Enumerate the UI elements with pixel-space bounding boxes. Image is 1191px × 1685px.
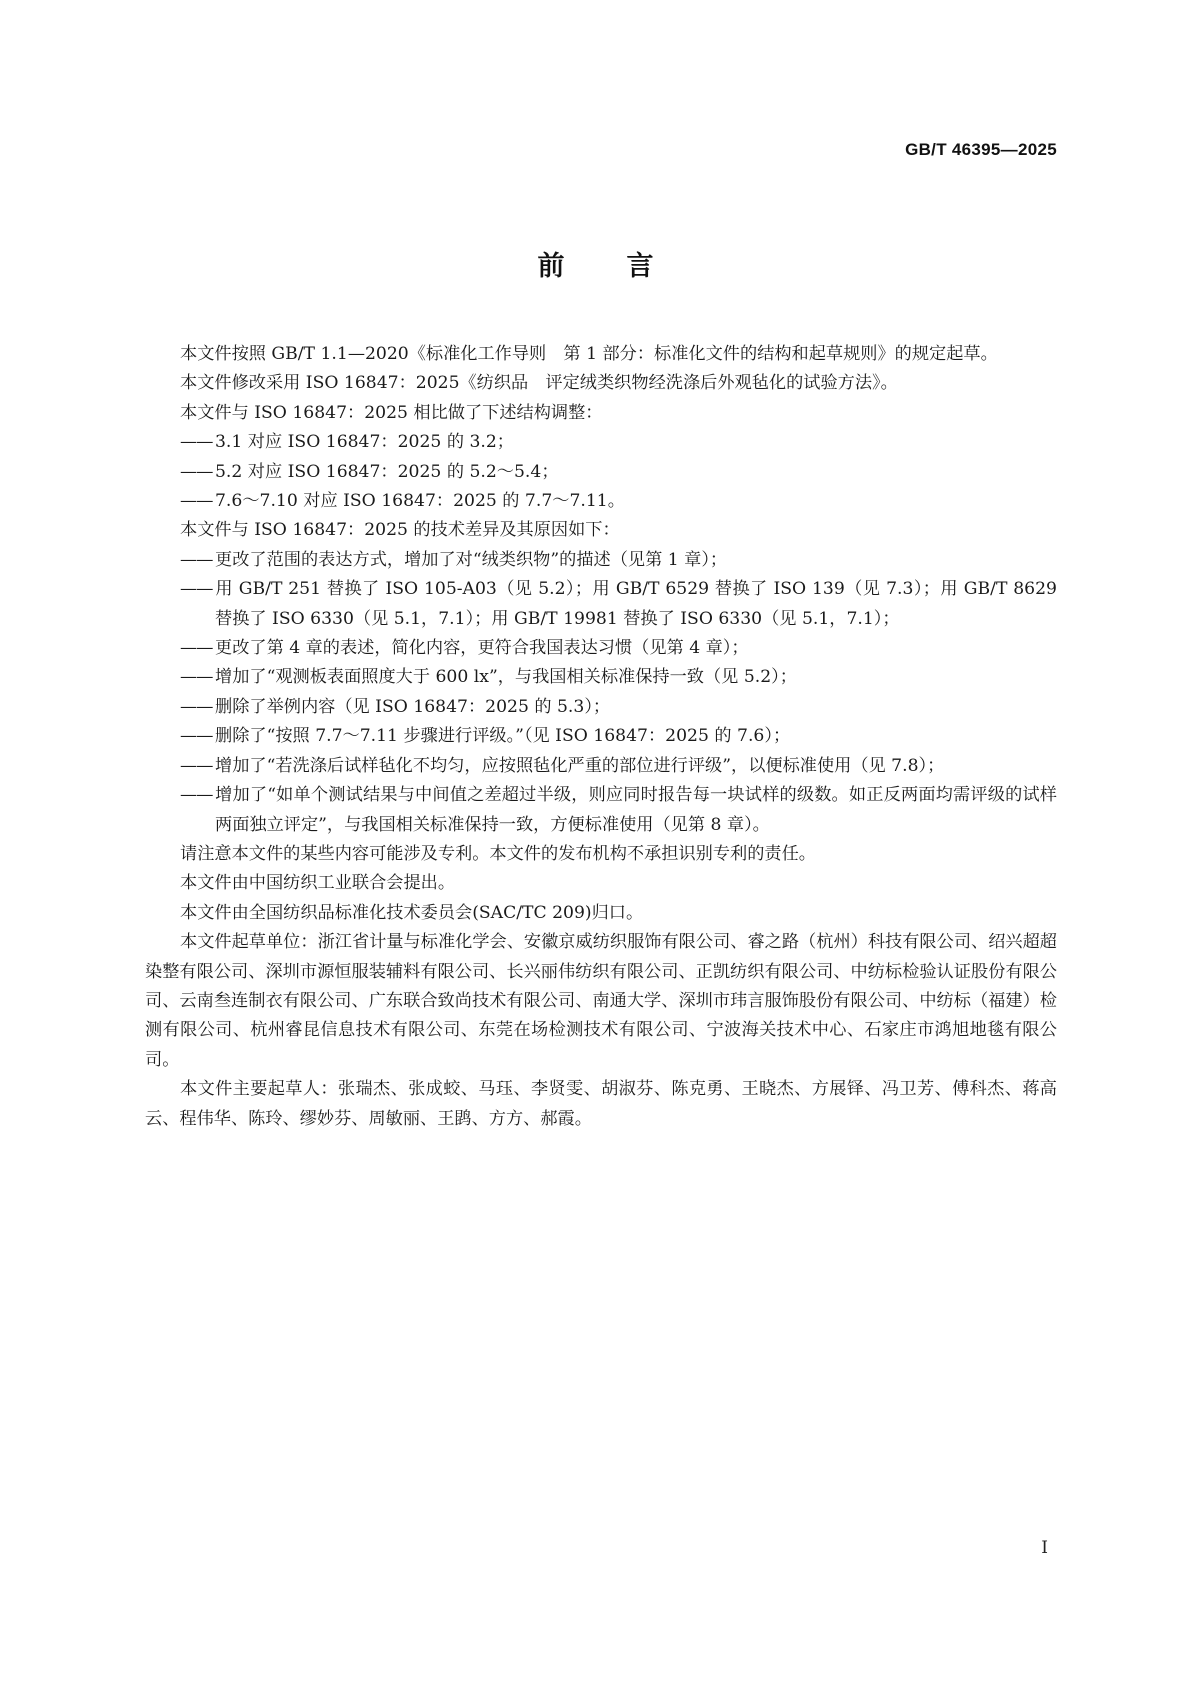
dash-marker: —— bbox=[180, 549, 213, 570]
paragraph-drafters: 本文件主要起草人：张瑞杰、张成蛟、马珏、李贤雯、胡淑芬、陈克勇、王晓杰、方展铎、冯卫芳、傅科杰、蒋高云、程伟华、陈玲、缪妙芬、周敏丽、王鹍、方方、郝霞。 bbox=[145, 1079, 1057, 1129]
dash-marker: —— bbox=[180, 667, 213, 688]
paragraph-drafting-rules: 本文件按照 GB/T 1.1—2020《标准化工作导则 第 1 部分：标准化文件的结构和起草规则》的规定起草。 bbox=[180, 344, 998, 364]
list-item: —— 用 GB/T 251 替换了 ISO 105-A03（见 5.2）；用 GB/T 6529 替换了 ISO 139（见 7.3）；用 GB/T 8629 替换了 ISO 6330（见 5.1，7.1）；用 GB/T 19981 替换了 ISO 6330（见 5.1，7.1）； bbox=[145, 575, 1057, 634]
dash-marker: —— bbox=[180, 638, 213, 659]
paragraph-drafting-units: 本文件起草单位：浙江省计量与标准化学会、安徽京威纺织服饰有限公司、睿之路（杭州）科技有限公司、绍兴超超染整有限公司、深圳市源恒服装辅料有限公司、长兴丽伟纺织有限公司、正凯纺织有限公司、中纺标检验认证股份有限公司、云南叁连制衣有限公司、广东联合致尚技术有限公司、南通大学、深圳市玮言服饰股份有限公司、中纺标（福建）检测有限公司、杭州睿昆信息技术有限公司、东莞在场检测技术有限公司、宁波海关技术中心、石家庄市鸿旭地毯有限公司。 bbox=[145, 932, 1057, 1070]
list-item: —— 删除了举例内容（见 ISO 16847：2025 的 5.3）； bbox=[145, 693, 1057, 722]
list-item: —— 更改了范围的表达方式，增加了对“绒类织物”的描述（见第 1 章）； bbox=[145, 546, 1057, 575]
paragraph-structure-intro: 本文件与 ISO 16847：2025 相比做了下述结构调整： bbox=[180, 402, 603, 423]
list-item: —— 7.6～7.10 对应 ISO 16847：2025 的 7.7～7.11。 bbox=[145, 487, 1057, 516]
dash-marker: —— bbox=[180, 432, 213, 453]
dash-marker: —— bbox=[180, 579, 213, 600]
standard-code: GB/T 46395—2025 bbox=[905, 140, 1057, 159]
dash-marker: —— bbox=[180, 755, 213, 776]
foreword-body bbox=[145, 340, 1057, 1134]
list-item: —— 5.2 对应 ISO 16847：2025 的 5.2～5.4； bbox=[145, 458, 1057, 487]
list-item: —— 删除了“按照 7.7～7.11 步骤进行评级。”（见 ISO 16847：2025 的 7.6）； bbox=[145, 722, 1057, 751]
paragraph-adoption: 本文件修改采用 ISO 16847：2025《纺织品 评定绒类织物经洗涤后外观毡化的试验方法》。 bbox=[180, 373, 898, 394]
paragraph-committee: 本文件由全国纺织品标准化技术委员会(SAC/TC 209)归口。 bbox=[180, 902, 644, 923]
paragraph-differences-intro: 本文件与 ISO 16847：2025 的技术差异及其原因如下： bbox=[180, 520, 620, 541]
list-item: —— 3.1 对应 ISO 16847：2025 的 3.2； bbox=[145, 428, 1057, 457]
dash-marker: —— bbox=[180, 461, 213, 482]
list-item: —— 增加了“如单个测试结果与中间值之差超过半级，则应同时报告每一块试样的级数。如正反两面均需评级的试样两面独立评定”，与我国相关标准保持一致，方便标准使用（见第 8 章）。 bbox=[145, 781, 1057, 840]
list-item: —— 更改了第 4 章的表述，简化内容，更符合我国表达习惯（见第 4 章）； bbox=[145, 634, 1057, 663]
paragraph-patent-notice: 请注意本文件的某些内容可能涉及专利。本文件的发布机构不承担识别专利的责任。 bbox=[180, 843, 816, 864]
list-item: —— 增加了“观测板表面照度大于 600 lx”，与我国相关标准保持一致（见 5.2）； bbox=[145, 663, 1057, 692]
dash-marker: —— bbox=[180, 491, 213, 512]
page-number: I bbox=[1041, 1538, 1048, 1558]
dash-marker: —— bbox=[180, 785, 213, 806]
paragraph-proposer: 本文件由中国纺织工业联合会提出。 bbox=[180, 873, 456, 894]
list-item: —— 增加了“若洗涤后试样毡化不均匀，应按照毡化严重的部位进行评级”，以便标准使用（见 7.8）； bbox=[145, 752, 1057, 781]
page-title: 前言 bbox=[537, 251, 716, 282]
dash-marker: —— bbox=[180, 696, 213, 717]
dash-marker: —— bbox=[180, 726, 213, 747]
